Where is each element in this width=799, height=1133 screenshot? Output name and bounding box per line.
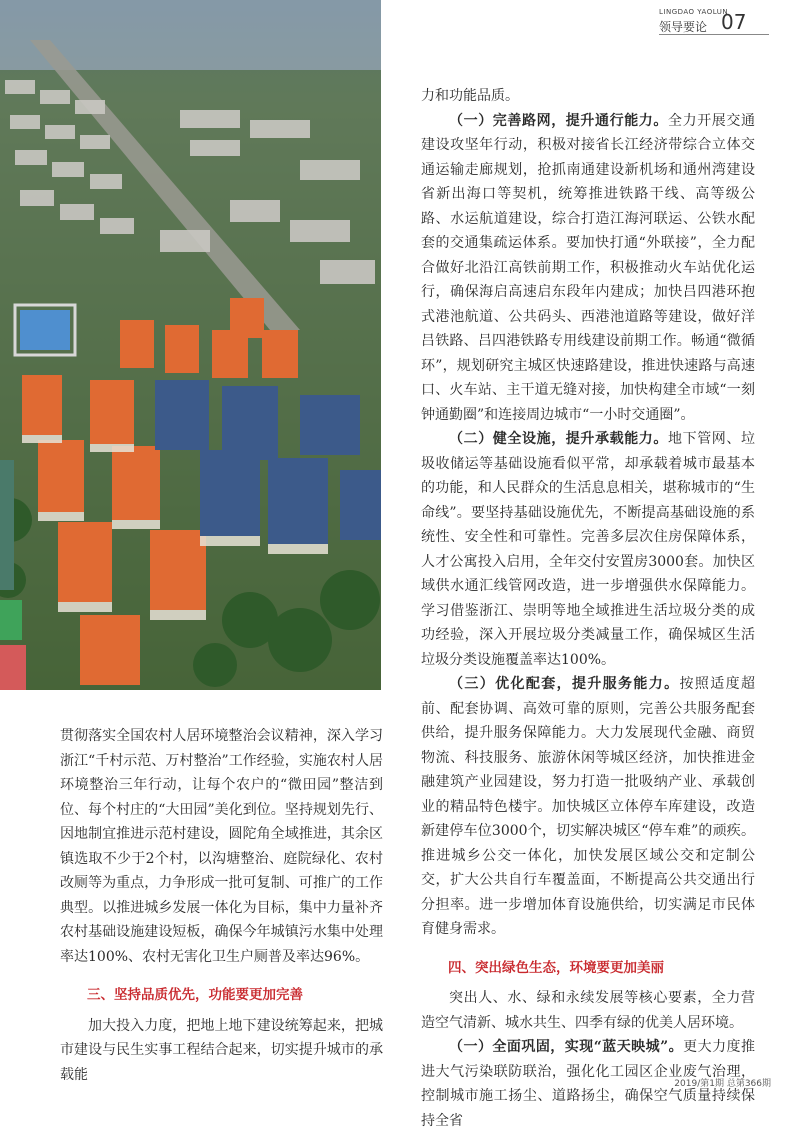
header-section-cn: 领导要论 xyxy=(659,20,708,34)
paragraph: 贯彻落实全国农村人居环境整治会议精神，深入学习浙江“千村示范、万村整治”工作经验，实施农村人居环境整治三年行动，让每个农户的“微田园”整洁到位、每个村庄的“大田园”美化到位。坚持规划先行、因地制宜推进示范村建设，圆陀角全域推进，其余区镇选取不少于2个村，以沟塘整治、庭院绿化、农村改厕等为重点，力争形成一批可复制、可推广的工作典型。以推进城乡发展一体化为目标，集中力量补齐农村基础设施建设短板，确保今年城镇污水集中处理率达100%、农村无害化卫生户厕普及率达96%。 xyxy=(60,728,383,965)
section-heading: 三、坚持品质优先，功能要更加完善 xyxy=(87,987,303,1003)
paragraph-body: 地下管网、垃圾收储运等基础设施看似平常，却承载着城市最基本的功能，和人民群众的生活息息相关，堪称城市的“生命线”。要坚持基础设施优先，不断提高基础设施的系统性、安全性和可靠性。完善多层次住房保障体系，人才公寓投入启用，全年交付安置房3000套。加快区域供水通汇线管网改造，进一步增强供水保障能力。学习借鉴浙江、崇明等地全域推进生活垃圾分类的成功经验，深入开展垃圾分类减量工作，确保城区生活垃圾分类设施覆盖率达100%。 xyxy=(421,431,755,668)
paragraph xyxy=(421,427,755,672)
header-section-en: LINGDAO YAOLUN xyxy=(659,8,729,16)
paragraph-body: 更大力度推进大气污染联防联治，强化化工园区企业废气治理，控制城市施工扬尘、道路扬尘，确保空气质量持续保持全省 xyxy=(421,1039,756,1129)
paragraph-body: 按照适度超前、配套协调、高效可靠的原则，完善公共服务配套供给，提升服务保障能力。大力发展现代金融、商贸物流、科技服务、旅游休闲等城区经济，加快推进金融建筑产业园建设，努力打造一批吸纳产业、承载创业的精品特色楼宇。加快城区立体停车库建设，改造新建停车位3000个，切实解决城区“停车难”的顽疾。推进城乡公交一体化，加快发展区域公交和定制公交，扩大公共自行车覆盖面，不断提高公共交通出行分担率。进一步增加体育设施供给，切实满足市民体育健身需求。 xyxy=(421,676,756,937)
left-column xyxy=(60,724,383,1087)
paragraph: 加大投入力度，把地上地下建设统筹起来，把城市建设与民生实事工程结合起来，切实提升城市的承载能 xyxy=(60,1017,383,1083)
paragraph xyxy=(421,672,755,942)
paragraph-body: 全力开展交通建设攻坚年行动，积极对接省长江经济带综合立体交通运输走廊规划，抢抓南通建设新机场和通州湾建设省新出海口等契机，统筹推进铁路干线、高等级公路、水运航道建设，综合打造江海河联运、公铁水配套的交通集疏运体系。要加快打通“外联接”，全力配合做好北沿江高铁前期工作，积极推动火车站优化运行，确保海启高速启东段年内建成；加快吕四港环抱式港池航道、公共码头、西港池道路等建设，做好洋吕铁路、吕四港铁路专用线建设前期工作。畅通“微循环”，规划研究主城区快速路建设，推进快速路与高速口、火车站、主干道无缝对接，加快构建全市域“一刻钟通勤圈”和连接周边城市“一小时交通圈”。 xyxy=(421,112,755,423)
paragraph-lead: （一）全面巩固，实现“蓝天映城”。 xyxy=(449,1039,684,1055)
header-rule xyxy=(659,34,769,35)
aerial-city-photo xyxy=(0,0,381,690)
right-column xyxy=(421,84,755,1133)
issue-footer: 2019/第1期 总第366期 xyxy=(674,1079,771,1089)
page-header xyxy=(659,8,769,36)
paragraph-lead: （三）优化配套，提升服务能力。 xyxy=(449,676,680,692)
page-number: 07 xyxy=(721,10,747,34)
paragraph xyxy=(421,109,755,428)
paragraph-lead: （二）健全设施，提升承载能力。 xyxy=(449,431,668,447)
section-heading: 四、突出绿色生态，环境要更加美丽 xyxy=(448,959,664,976)
paragraph: 力和功能品质。 xyxy=(421,88,519,104)
paragraph-lead: （一）完善路网，提升通行能力。 xyxy=(449,112,668,129)
paragraph: 突出人、水、绿和永续发展等核心要素，全力营造空气清新、城水共生、四季有绿的优美人居环境。 xyxy=(421,990,755,1031)
